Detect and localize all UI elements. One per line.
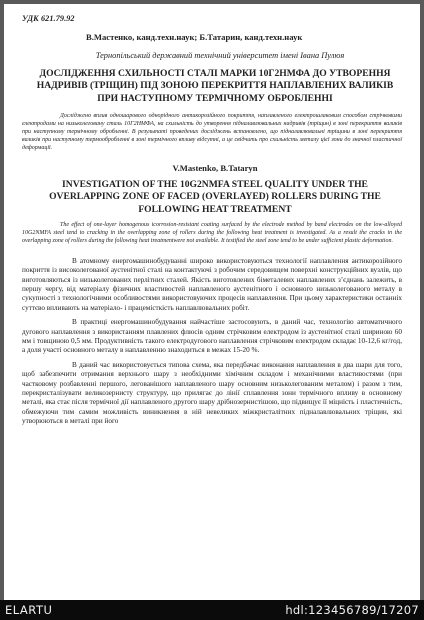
body-paragraph: В даний час використовується типова схема, яка передбачає виконання наплавлення в два шари для того, щоб забезпечити отримання верхнього шару з необхідними хімічним складом і механічними властивостями (при частковому розбавленні першого, легованішого наплавленого шару основним низьколегованим металом) і разом з тим, перекристалізувати великозернисту структуру, що прилягає до лінії сплавлення зони термічного впливу в основному металі, яка стає після термічної дії наплавленого другого шару дрібнозернистішою, що підвищує її міцність і пластичність, обмежуючи тим самим можливість виникнення в ній невеликих міжкристалітних підналавлювальних тріщин, які утворюються в металі при його bbox=[22, 360, 402, 426]
repository-name: ELARTU bbox=[5, 603, 53, 617]
authors-en: V.Mastenko, B.Tataryn bbox=[172, 162, 258, 173]
title-en: INVESTIGATION OF THE 10G2NMFA STEEL QUALITY UNDER THE OVERLAPPING ZONE OF FACED (OVERLAYED) ROLLERS DURING THE FOLLOWING HEAT TREATMENT bbox=[49, 178, 381, 215]
affiliation-ua: Тернопільський державний технічний університет імені Івана Пулюя bbox=[95, 51, 345, 60]
body-paragraph: В практиці енергомашинобудування найчастіше застосовують, в даний час, технологію автоматичного дугового наплавлення з використанням плавлених флюсів одним стрічковим електродом із аустенітної сталі шириною 60 мм і товщиною 0,5 мм. Продуктивність такого електродугового наплавлення стрічковим електродом складає 10-12,6 кг/год, а доля участі основного металу в наплавленню знаходиться в межах 15-20 %. bbox=[22, 318, 402, 355]
title-ua: ДОСЛІДЖЕННЯ СХИЛЬНОСТІ СТАЛІ МАРКИ 10Г2НМФА ДО УТВОРЕННЯ НАДРИВІВ (ТРІЩИН) ПІД ЗОНОЮ ПЕРЕКРИТТЯ НАПЛАВЛЕНИХ ВАЛИКІВ ПРИ НАСТУПНОМУ ТЕРМІЧНОМУ ОБРОБЛЕННІ bbox=[36, 68, 394, 104]
viewer-footer-bar bbox=[0, 600, 424, 620]
abstract-en: The effect of one-layer homogenous icorrosion-resistant coating surfaced by the electrode method by band electrodes on the low-alloyed 10G2NMFA steel tend to cracking in the overlapping zone of rollers during the following heat treatment is investigated. As a result the cracks in the overlapping zone of rollers during the following heat treatmentwere not available. It testified the steel zone tend to be under sufficient plastic deformation. bbox=[22, 221, 402, 244]
authors-ua: В.Мастенко, канд.техн.наук; Б.Татарин, канд.техн.наук bbox=[86, 32, 303, 42]
handle-id: hdl:123456789/17207 bbox=[285, 603, 419, 617]
udc-code: УДК 621.79.92 bbox=[22, 14, 75, 23]
abstract-ua: Досліджено вплив одношарового однорідного антикорозійного покриття, наплавленого електрошлаковим способом стрічковими електродами на низьколеговану сталь 10Г2НМФА, на схильність до утворення підналавлювальних надривів (тріщин) в зоні перекриття валиків при наступному термічному обробленні. В результаті проведених досліджень встановлено, що підналавлювальні тріщини в зоні перекриття валиків при наступному термообробленні в зоні термічного впливу відсутні, а це свідчить про схильність металу цієї зони до значної пластичної деформації. bbox=[22, 113, 402, 151]
body-paragraph: В атомному енергомашинобудуванні широко використовуються технології наплавлення антикорозійного покриття із високолегованої аустенітної сталі на контактуючі з робочим середовищем поверхні конструкційних вузлів, що виготовляються із низьколегованих перлітних сталей. Якість виготовлених біметалевих наплавлених з’єднань залежить, в першу чергу, від матеріалу фізичних властивостей наплавленого аустенітного і основного низьколегованого металу в сукупності з технологічними особливостями використовуючих процесів наплавлення. При цьому характеристики останніх суттєво впливають на матеріало- і працемісткість наплавлювальних робіт. bbox=[22, 256, 402, 312]
paper-page bbox=[4, 4, 420, 600]
